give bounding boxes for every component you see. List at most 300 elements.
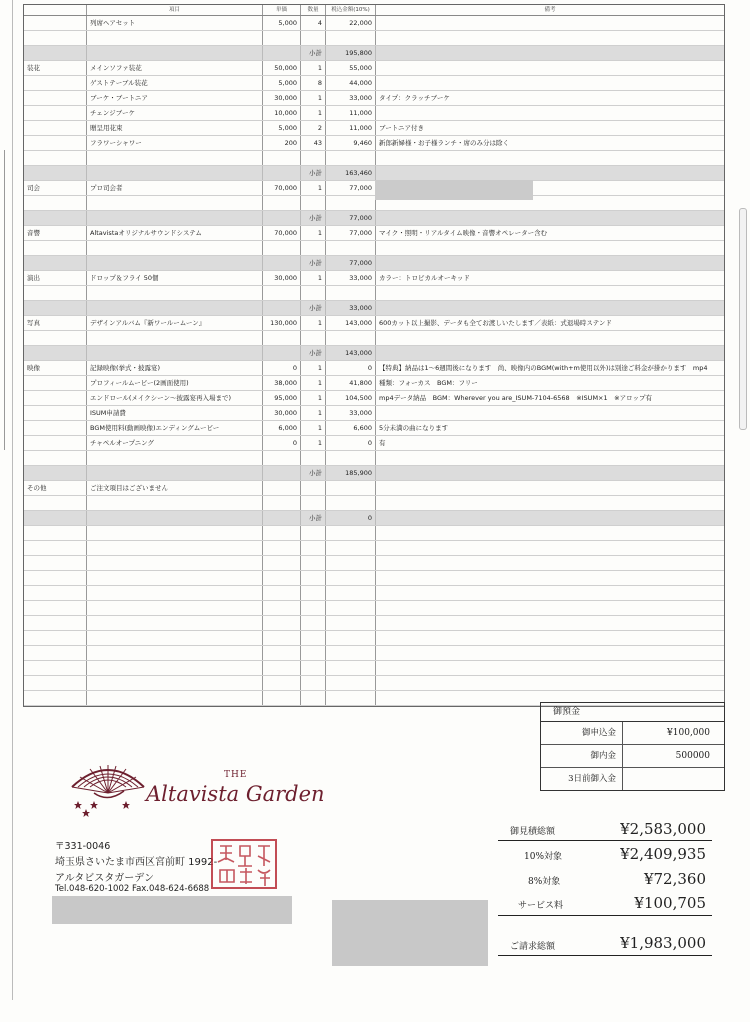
estimate-table — [23, 4, 725, 707]
amount-cell — [326, 451, 376, 465]
amount-cell — [326, 691, 376, 705]
item-cell — [87, 496, 263, 510]
redaction-box — [375, 180, 533, 200]
note-cell — [376, 406, 724, 420]
price-cell — [263, 166, 301, 180]
subtotal-label: 小計 — [301, 166, 326, 180]
qty-cell — [301, 586, 326, 600]
category-cell — [24, 676, 87, 690]
note-cell — [376, 586, 724, 600]
table-row — [24, 16, 724, 31]
item-cell — [87, 571, 263, 585]
item-cell — [87, 676, 263, 690]
note-cell: ブートニア付き — [379, 124, 425, 132]
category-cell — [24, 211, 87, 225]
amount-cell — [326, 526, 376, 540]
amount-cell — [326, 616, 376, 630]
table-row — [24, 586, 724, 601]
company-seal-icon — [208, 838, 278, 890]
price-cell — [263, 46, 301, 60]
category-cell — [24, 151, 87, 165]
price-cell: 50,000 — [263, 61, 301, 75]
subtotal-row — [24, 346, 724, 361]
amount-cell: 33,000 — [326, 91, 376, 105]
note-cell — [376, 106, 724, 120]
note-cell — [376, 331, 724, 345]
column-header — [24, 5, 87, 15]
tax10-label: 10%対象 — [524, 852, 563, 862]
category-cell — [24, 106, 87, 120]
qty-cell — [301, 241, 326, 255]
subtotal-value: 143,000 — [326, 346, 376, 360]
page-edge — [12, 0, 13, 1000]
price-cell — [263, 301, 301, 315]
qty-cell: 1 — [301, 181, 326, 195]
category-cell — [24, 241, 87, 255]
item-cell — [87, 631, 263, 645]
amount-cell: 55,000 — [326, 61, 376, 75]
deposit-label: 御内金 — [541, 745, 623, 767]
deposit-row — [541, 768, 724, 790]
category-cell: 演出 — [24, 271, 87, 285]
item-cell — [87, 46, 263, 60]
redaction-box — [332, 900, 488, 966]
item-cell — [87, 346, 263, 360]
table-row — [24, 31, 724, 46]
category-cell — [24, 91, 87, 105]
qty-cell — [301, 601, 326, 615]
table-row — [24, 76, 724, 91]
amount-cell — [326, 661, 376, 675]
estimate-total-label: 御見積総額 — [510, 827, 556, 837]
note-cell — [376, 256, 724, 270]
table-row — [24, 91, 724, 106]
category-cell — [24, 601, 87, 615]
qty-cell: 1 — [301, 421, 326, 435]
note-cell — [376, 61, 724, 75]
amount-cell: 33,000 — [326, 271, 376, 285]
deposit-value: ¥100,000 — [667, 728, 710, 738]
table-row — [24, 181, 724, 196]
billing-total-row — [498, 934, 712, 954]
amount-cell: 9,460 — [326, 136, 376, 150]
note-cell — [376, 16, 724, 30]
category-cell: 装花 — [24, 61, 87, 75]
price-cell: 5,000 — [263, 121, 301, 135]
qty-cell: 1 — [301, 106, 326, 120]
subtotal-label: 小計 — [301, 346, 326, 360]
table-row — [24, 616, 724, 631]
table-row — [24, 361, 724, 376]
amount-cell: 0 — [326, 436, 376, 450]
subtotal-value: 77,000 — [326, 211, 376, 225]
category-cell — [24, 76, 87, 90]
item-cell — [87, 556, 263, 570]
company-name: アルタビスタガーデン — [55, 873, 154, 884]
tax10-value: ¥2,409,935 — [620, 845, 706, 863]
category-cell: 音響 — [24, 226, 87, 240]
note-cell — [376, 151, 724, 165]
amount-cell: 33,000 — [326, 406, 376, 420]
divider — [498, 955, 712, 956]
qty-cell: 4 — [301, 16, 326, 30]
amount-cell — [326, 586, 376, 600]
table-row — [24, 631, 724, 646]
qty-cell: 1 — [301, 91, 326, 105]
price-cell — [263, 586, 301, 600]
table-row — [24, 646, 724, 661]
table-row — [24, 151, 724, 166]
price-cell — [263, 691, 301, 705]
subtotal-value: 77,000 — [326, 256, 376, 270]
category-cell — [24, 496, 87, 510]
price-cell — [263, 286, 301, 300]
qty-cell — [301, 571, 326, 585]
item-cell — [87, 526, 263, 540]
amount-cell: 77,000 — [326, 181, 376, 195]
category-cell — [24, 466, 87, 480]
subtotal-value: 185,900 — [326, 466, 376, 480]
note-cell — [376, 661, 724, 675]
qty-cell — [301, 151, 326, 165]
category-cell — [24, 46, 87, 60]
note-cell — [376, 616, 724, 630]
category-cell — [24, 31, 87, 45]
category-cell — [24, 301, 87, 315]
amount-cell: 11,000 — [326, 121, 376, 135]
qty-cell — [301, 556, 326, 570]
note-cell — [376, 76, 724, 90]
note-cell — [376, 526, 724, 540]
amount-cell — [326, 286, 376, 300]
table-row — [24, 661, 724, 676]
category-cell — [24, 121, 87, 135]
item-cell — [87, 451, 263, 465]
price-cell — [263, 541, 301, 555]
category-cell — [24, 586, 87, 600]
deposit-box — [540, 702, 725, 791]
category-cell — [24, 136, 87, 150]
note-cell — [376, 631, 724, 645]
subtotal-label: 小計 — [301, 46, 326, 60]
subtotal-row — [24, 46, 724, 61]
item-cell: ISUM申請費 — [87, 406, 263, 420]
subtotal-label: 小計 — [301, 256, 326, 270]
qty-cell — [301, 646, 326, 660]
note-cell — [376, 31, 724, 45]
price-cell — [263, 571, 301, 585]
price-cell — [263, 676, 301, 690]
qty-cell — [301, 331, 326, 345]
column-header: 単価 — [263, 5, 301, 15]
category-cell — [24, 661, 87, 675]
amount-cell: 22,000 — [326, 16, 376, 30]
deposit-value: 500000 — [675, 751, 710, 761]
item-cell: ドロップ＆フライ 50個 — [87, 271, 263, 285]
amount-cell — [326, 631, 376, 645]
qty-cell: 2 — [301, 121, 326, 135]
qty-cell — [301, 31, 326, 45]
table-row — [24, 196, 724, 211]
category-cell — [24, 571, 87, 585]
item-cell: ゲストテーブル装花 — [87, 76, 263, 90]
item-cell: Altavistaオリジナルサウンドシステム — [87, 226, 263, 240]
column-header: 数量 — [301, 5, 326, 15]
note-cell — [376, 451, 724, 465]
note-cell: mp4データ納品 BGM：Wherever you are_ISUM-7104-6568 ※ISUM×1 ※アロップ有 — [379, 394, 652, 402]
amount-cell: 143,000 — [326, 316, 376, 330]
category-cell: その他 — [24, 481, 87, 495]
billing-total-value: ¥1,983,000 — [620, 934, 706, 952]
qty-cell — [301, 526, 326, 540]
category-cell: 司会 — [24, 181, 87, 195]
subtotal-label: 小計 — [301, 511, 326, 525]
item-cell: チェンジブーケ — [87, 106, 263, 120]
item-cell — [87, 301, 263, 315]
category-cell — [24, 196, 87, 210]
item-cell — [87, 511, 263, 525]
qty-cell — [301, 451, 326, 465]
category-cell — [24, 436, 87, 450]
price-cell: 0 — [263, 361, 301, 375]
note-cell — [376, 496, 724, 510]
price-cell: 30,000 — [263, 271, 301, 285]
table-row — [24, 121, 724, 136]
tax8-value: ¥72,360 — [643, 870, 706, 888]
table-row — [24, 436, 724, 451]
item-cell — [87, 31, 263, 45]
amount-cell — [326, 151, 376, 165]
qty-cell: 1 — [301, 391, 326, 405]
item-cell — [87, 616, 263, 630]
table-row — [24, 541, 724, 556]
deposit-value — [623, 768, 724, 790]
amount-cell: 44,000 — [326, 76, 376, 90]
qty-cell: 1 — [301, 406, 326, 420]
table-row — [24, 61, 724, 76]
logo-the: THE — [224, 770, 248, 780]
qty-cell — [301, 481, 326, 495]
note-cell — [376, 511, 724, 525]
subtotal-row — [24, 211, 724, 226]
note-cell — [376, 571, 724, 585]
item-cell — [87, 241, 263, 255]
item-cell: プロフィールムービー(2画面使用) — [87, 376, 263, 390]
item-cell — [87, 691, 263, 705]
scrollbar-thumb[interactable] — [739, 208, 747, 430]
price-cell — [263, 346, 301, 360]
amount-cell — [326, 556, 376, 570]
amount-cell — [326, 676, 376, 690]
category-cell — [24, 391, 87, 405]
item-cell: 記録映像(挙式・披露宴) — [87, 361, 263, 375]
tax8-row — [498, 870, 712, 890]
price-cell: 95,000 — [263, 391, 301, 405]
note-cell: カラー：トロピカルオーキッド — [379, 274, 470, 282]
item-cell — [87, 286, 263, 300]
amount-cell — [326, 646, 376, 660]
service-row — [498, 894, 712, 914]
subtotal-label: 小計 — [301, 466, 326, 480]
category-cell — [24, 331, 87, 345]
redaction-box — [52, 896, 292, 924]
price-cell — [263, 331, 301, 345]
note-cell — [376, 676, 724, 690]
price-cell: 130,000 — [263, 316, 301, 330]
street-address: 埼玉県さいたま市西区宮前町 1992- — [55, 857, 218, 868]
qty-cell — [301, 691, 326, 705]
amount-cell: 11,000 — [326, 106, 376, 120]
price-cell — [263, 31, 301, 45]
item-cell: チャペルオープニング — [87, 436, 263, 450]
item-cell — [87, 196, 263, 210]
category-cell — [24, 526, 87, 540]
qty-cell: 43 — [301, 136, 326, 150]
amount-cell — [326, 571, 376, 585]
category-cell — [24, 646, 87, 660]
category-cell — [24, 451, 87, 465]
price-cell — [263, 496, 301, 510]
subtotal-row — [24, 166, 724, 181]
price-cell — [263, 616, 301, 630]
price-cell — [263, 601, 301, 615]
category-cell — [24, 16, 87, 30]
note-cell — [376, 166, 724, 180]
note-cell — [376, 301, 724, 315]
item-cell — [87, 256, 263, 270]
price-cell — [263, 211, 301, 225]
note-cell — [376, 346, 724, 360]
note-cell — [376, 466, 724, 480]
note-cell: マイク・照明・リアルタイム映像・音響オペレーター含む — [379, 229, 548, 237]
price-cell: 30,000 — [263, 91, 301, 105]
subtotal-value: 0 — [326, 511, 376, 525]
postal-code: 〒331-0046 — [55, 841, 111, 852]
estimate-total-row — [498, 820, 712, 840]
amount-cell — [326, 481, 376, 495]
table-row — [24, 226, 724, 241]
note-cell — [376, 541, 724, 555]
note-cell: 有 — [379, 439, 386, 447]
qty-cell: 1 — [301, 376, 326, 390]
tax10-row — [498, 845, 712, 865]
subtotal-value: 195,800 — [326, 46, 376, 60]
price-cell — [263, 661, 301, 675]
subtotal-value: 163,460 — [326, 166, 376, 180]
column-header: 備考 — [544, 7, 556, 13]
binding-margin — [0, 150, 5, 450]
note-cell — [376, 646, 724, 660]
qty-cell: 1 — [301, 271, 326, 285]
price-cell: 70,000 — [263, 181, 301, 195]
qty-cell — [301, 286, 326, 300]
qty-cell — [301, 616, 326, 630]
amount-cell — [326, 196, 376, 210]
table-row — [24, 106, 724, 121]
note-cell — [376, 601, 724, 615]
item-cell — [87, 166, 263, 180]
subtotal-row — [24, 256, 724, 271]
category-cell — [24, 286, 87, 300]
table-row — [24, 136, 724, 151]
amount-cell — [326, 601, 376, 615]
logo-wordmark: Altavista Garden — [146, 782, 325, 806]
amount-cell — [326, 31, 376, 45]
category-cell — [24, 256, 87, 270]
amount-cell: 77,000 — [326, 226, 376, 240]
item-cell — [87, 151, 263, 165]
qty-cell: 1 — [301, 316, 326, 330]
price-cell: 200 — [263, 136, 301, 150]
table-row — [24, 481, 724, 496]
price-cell: 70,000 — [263, 226, 301, 240]
qty-cell — [301, 676, 326, 690]
note-cell — [376, 556, 724, 570]
note-cell — [376, 46, 724, 60]
table-row — [24, 391, 724, 406]
amount-cell: 0 — [326, 361, 376, 375]
item-cell — [87, 661, 263, 675]
item-cell — [87, 586, 263, 600]
table-row — [24, 556, 724, 571]
category-cell — [24, 631, 87, 645]
qty-cell — [301, 496, 326, 510]
qty-cell: 1 — [301, 226, 326, 240]
table-row — [24, 526, 724, 541]
estimate-total-value: ¥2,583,000 — [620, 820, 706, 838]
note-cell: 種類：フォーカス BGM：フリー — [379, 379, 478, 387]
item-cell: 贈呈用花束 — [87, 121, 263, 135]
qty-cell: 1 — [301, 361, 326, 375]
price-cell: 6,000 — [263, 421, 301, 435]
amount-cell: 41,800 — [326, 376, 376, 390]
deposit-label: 御申込金 — [541, 722, 623, 744]
item-cell: メインソファ装花 — [87, 61, 263, 75]
column-header: 税込金額(10%) — [326, 5, 376, 15]
item-cell: デザインアルバム『新ワールームーン』 — [87, 316, 263, 330]
subtotal-label: 小計 — [301, 301, 326, 315]
category-cell — [24, 541, 87, 555]
divider — [498, 840, 712, 841]
billing-total-label: ご請求総額 — [510, 942, 556, 952]
item-cell: フラワーシャワー — [87, 136, 263, 150]
price-cell — [263, 631, 301, 645]
table-row — [24, 316, 724, 331]
category-cell — [24, 616, 87, 630]
note-cell: タイプ：クラッチブーケ — [379, 94, 450, 102]
tax8-label: 8%対象 — [528, 877, 561, 887]
price-cell — [263, 196, 301, 210]
qty-cell: 8 — [301, 76, 326, 90]
table-row — [24, 286, 724, 301]
price-cell — [263, 556, 301, 570]
subtotal-row — [24, 466, 724, 481]
price-cell: 38,000 — [263, 376, 301, 390]
note-cell: 5分未満の曲になります — [379, 424, 449, 432]
subtotal-label: 小計 — [301, 211, 326, 225]
category-cell — [24, 376, 87, 390]
deposit-row — [541, 722, 724, 745]
subtotal-value: 33,000 — [326, 301, 376, 315]
note-cell — [376, 241, 724, 255]
qty-cell — [301, 661, 326, 675]
table-row — [24, 406, 724, 421]
item-cell — [87, 601, 263, 615]
note-cell: 新郎新婦様・お子様ランチ・席のみ分は除く — [379, 139, 509, 147]
qty-cell: 1 — [301, 61, 326, 75]
price-cell — [263, 241, 301, 255]
item-cell: ご注文項目はございません — [87, 481, 263, 495]
